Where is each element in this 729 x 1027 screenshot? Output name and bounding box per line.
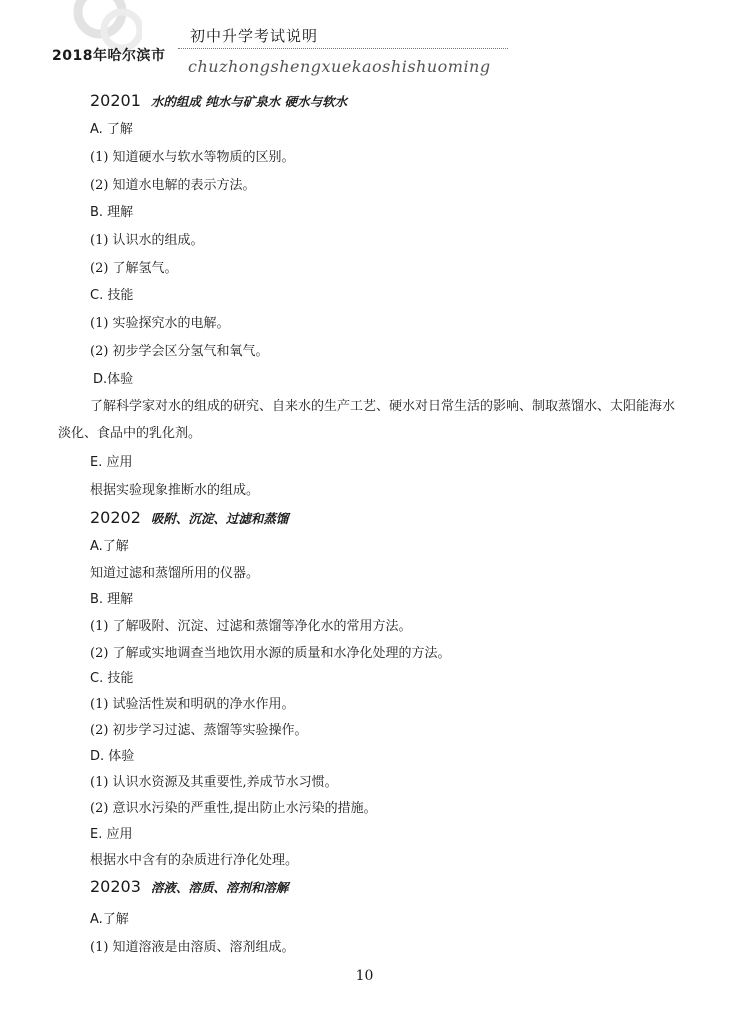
section-title: 溶液、溶质、溶剂和溶解: [150, 880, 289, 895]
header-year-city: 2018年哈尔滨市: [52, 48, 166, 64]
list-item: (2) 意识水污染的严重性,提出防止水污染的措施。: [90, 801, 377, 816]
section-heading: [90, 92, 347, 112]
list-item: 根据水中含有的杂质进行净化处理。: [90, 853, 299, 868]
header-pinyin: chuzhongshengxuekaoshishuoming: [188, 57, 491, 76]
page-number: 10: [355, 968, 374, 984]
list-item: (2) 了解氢气。: [90, 261, 178, 276]
category-label: E. 应用: [90, 455, 133, 470]
list-item: (2) 初步学习过滤、蒸馏等实验操作。: [90, 723, 308, 738]
section-title: 吸附、沉淀、过滤和蒸馏: [150, 511, 289, 526]
list-item: 知道过滤和蒸馏所用的仪器。: [90, 566, 260, 581]
category-label: D. 体验: [90, 749, 135, 764]
section-title: 水的组成 纯水与矿泉水 硬水与软水: [150, 94, 348, 109]
list-item: (1) 试验活性炭和明矾的净水作用。: [90, 697, 295, 712]
list-item: (1) 认识水资源及其重要性,养成节水习惯。: [90, 775, 338, 790]
header-divider: [178, 48, 508, 49]
paragraph: 了解科学家对水的组成的研究、自来水的生产工艺、硬水对日常生活的影响、制取蒸馏水、太阳能海水淡化、食品中的乳化剂。: [58, 399, 676, 441]
list-item: (2) 初步学会区分氢气和氧气。: [90, 344, 269, 359]
section-code: 20202: [90, 508, 141, 527]
category-label: A.了解: [90, 539, 129, 554]
list-item: 根据实验现象推断水的组成。: [90, 483, 260, 498]
section-heading: [90, 878, 288, 898]
category-label: B. 理解: [90, 592, 134, 607]
list-item: (1) 认识水的组成。: [90, 233, 204, 248]
list-item: (1) 知道硬水与软水等物质的区别。: [90, 150, 295, 165]
list-item: (2) 知道水电解的表示方法。: [90, 178, 256, 193]
category-label: A.了解: [90, 912, 129, 927]
list-item: (1) 了解吸附、沉淀、过滤和蒸馏等净化水的常用方法。: [90, 619, 412, 634]
list-item: (2) 了解或实地调查当地饮用水源的质量和水净化处理的方法。: [90, 646, 451, 661]
section-code: 20201: [90, 91, 141, 110]
category-label: C. 技能: [90, 671, 134, 686]
category-label: E. 应用: [90, 827, 133, 842]
section-code: 20203: [90, 877, 141, 896]
category-label: D.体验: [93, 372, 134, 387]
section-heading: [90, 509, 288, 529]
category-label: B. 理解: [90, 205, 134, 220]
list-item: (1) 知道溶液是由溶质、溶剂组成。: [90, 940, 295, 955]
list-item: (1) 实验探究水的电解。: [90, 316, 230, 331]
category-label: A. 了解: [90, 122, 133, 137]
category-label: C. 技能: [90, 288, 134, 303]
header-title: 初中升学考试说明: [190, 27, 319, 45]
